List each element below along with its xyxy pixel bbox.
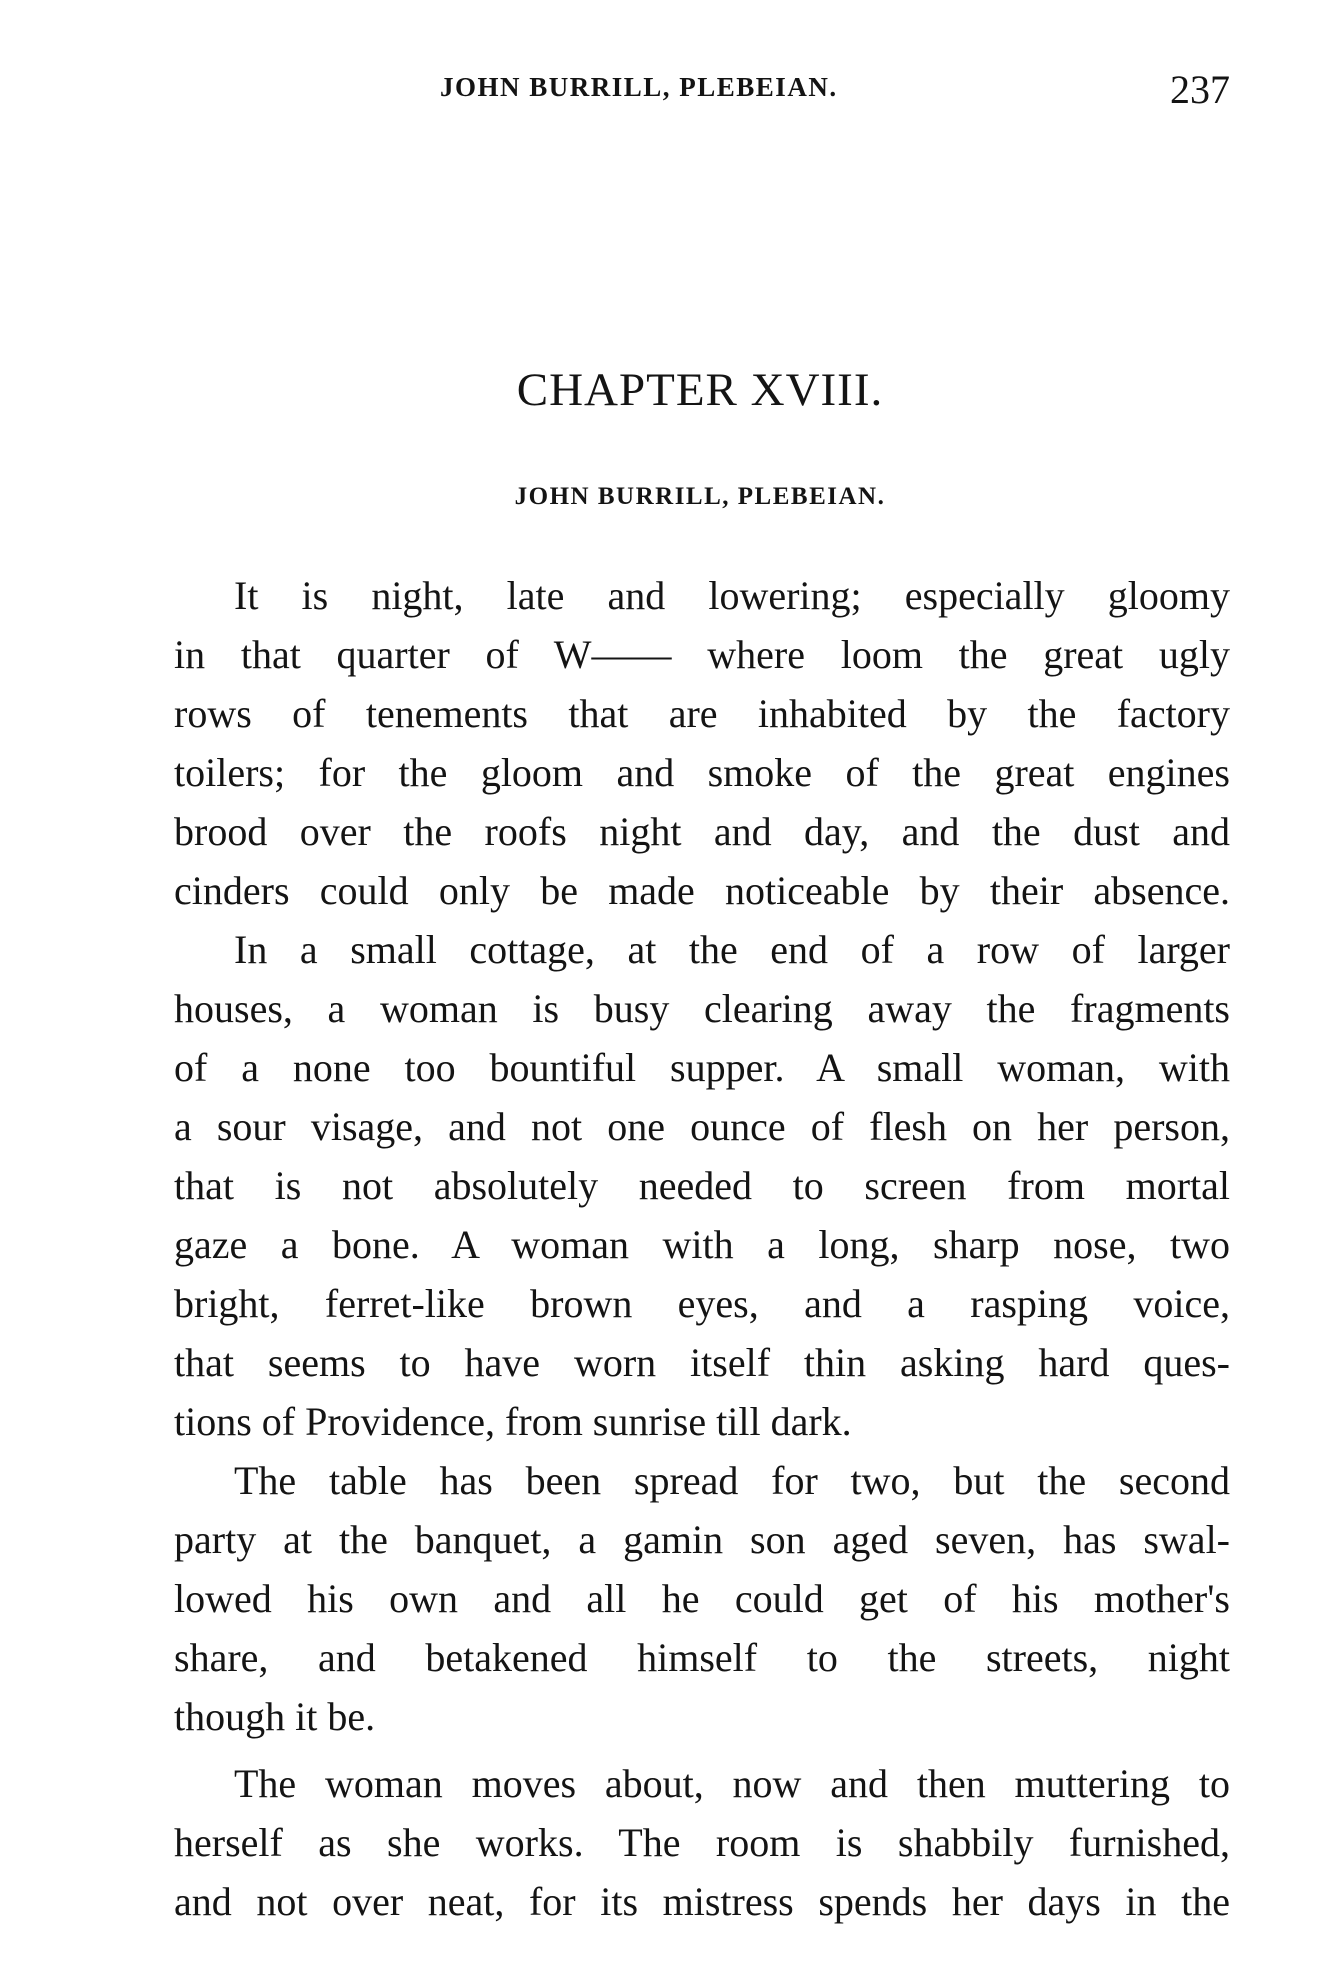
text-line: that is not absolutely needed to screen from mortal — [174, 1163, 1230, 1208]
text-line: houses, a woman is busy clearing away the fragments — [174, 986, 1230, 1031]
text-line: of a none too bountiful supper. A small woman, with — [174, 1045, 1230, 1090]
text-line: share, and betakened himself to the streets, night — [174, 1635, 1230, 1680]
text-line: party at the banquet, a gamin son aged seven, has swal- — [174, 1517, 1230, 1562]
paragraph — [174, 1754, 1230, 1931]
running-title: JOHN BURRILL, PLEBEIAN. — [440, 72, 838, 102]
text-line: though it be. — [174, 1694, 376, 1739]
text-line: brood over the roofs night and day, and the dust and — [174, 809, 1230, 854]
text-line: herself as she works. The room is shabbily furnished, — [174, 1820, 1230, 1865]
text-line: cinders could only be made noticeable by their absence. — [174, 868, 1230, 913]
paragraph — [174, 1451, 1230, 1746]
text-line: gaze a bone. A woman with a long, sharp nose, two — [174, 1222, 1230, 1267]
text-line: toilers; for the gloom and smoke of the great engines — [174, 750, 1230, 795]
text-line: tions of Providence, from sunrise till dark. — [174, 1399, 852, 1444]
chapter-subtitle: JOHN BURRILL, PLEBEIAN. — [514, 483, 886, 510]
running-head — [170, 66, 1230, 110]
body-text — [174, 566, 1230, 1931]
text-line: bright, ferret-like brown eyes, and a rasping voice, — [174, 1281, 1230, 1326]
text-line: and not over neat, for its mistress spends her days in the — [174, 1879, 1230, 1924]
page-number: 237 — [1170, 67, 1230, 112]
paragraph — [174, 566, 1230, 920]
text-line: that seems to have worn itself thin asking hard ques- — [174, 1340, 1230, 1385]
text-line: The table has been spread for two, but the second — [234, 1458, 1230, 1503]
text-line: The woman moves about, now and then muttering to — [234, 1761, 1230, 1806]
chapter-heading: CHAPTER XVIII. — [516, 364, 884, 416]
text-line: In a small cottage, at the end of a row of larger — [234, 927, 1230, 972]
text-line: in that quarter of W—— where loom the great ugly — [174, 632, 1230, 677]
text-line: a sour visage, and not one ounce of flesh on her person, — [174, 1104, 1230, 1149]
text-line: It is night, late and lowering; especially gloomy — [234, 573, 1230, 618]
text-line: lowed his own and all he could get of his mother's — [174, 1576, 1230, 1621]
text-line: rows of tenements that are inhabited by the factory — [174, 691, 1230, 736]
paragraph — [174, 920, 1230, 1451]
paragraph-gap — [174, 1746, 1230, 1754]
